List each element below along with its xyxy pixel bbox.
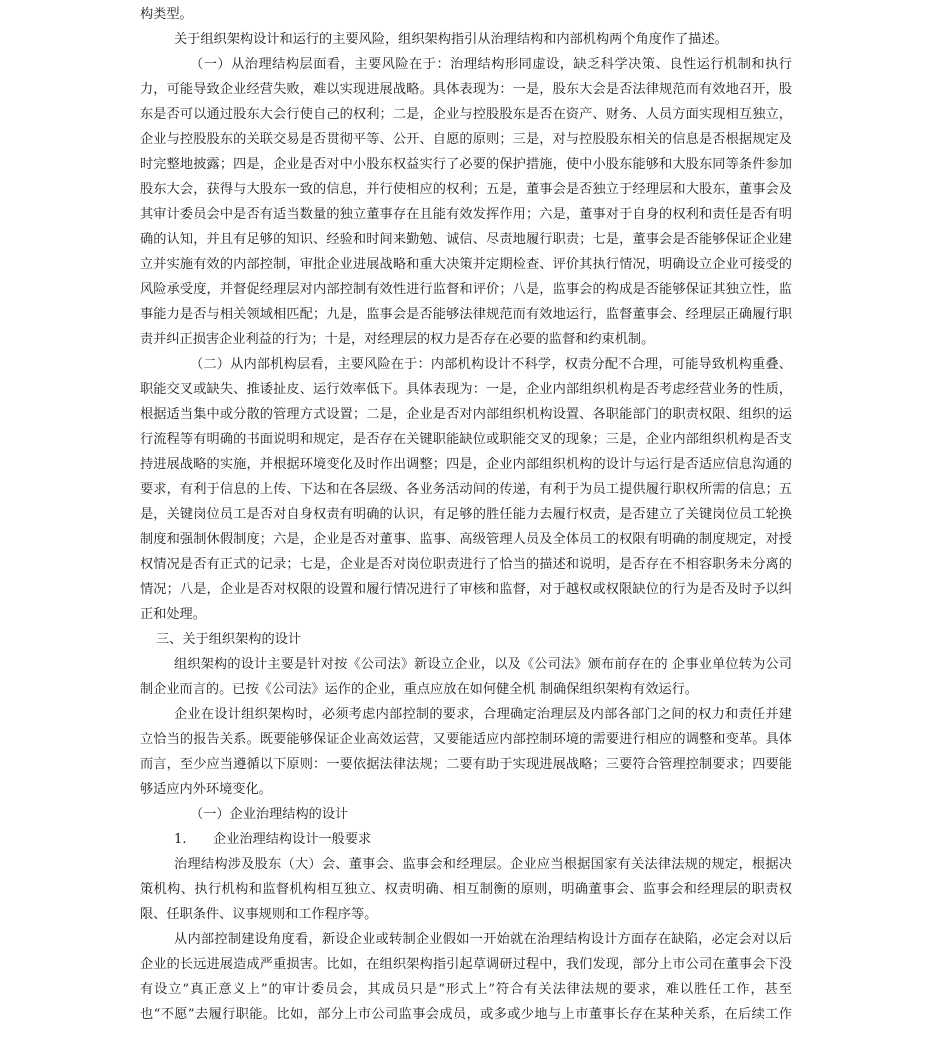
text-line: 风险承受度，并督促经理层对内部控制有效性进行监督和评价；八是，监事会的构成是否能够保证其独立性，监 [140,282,792,297]
text-line: 确的认知，并且有足够的知识、经验和时间来勤勉、诚信、尽责地履行职责；七是，董事会是否能够保证企业建 [140,232,792,247]
text-line: 情况；八是，企业是否对权限的设置和履行情况进行了审核和监督，对于越权或权限缺位的行为是否及时予以纠 [140,582,792,597]
text-line: 关于组织架构设计和运行的主要风险，组织架构指引从治理结构和内部机构两个角度作了描述。 [174,32,728,47]
text-line: 策机构、执行机构和监督机构相互独立、权责明确、相互制衡的原则，明确董事会、监事会和经理层的职责权 [140,882,792,897]
text-line: 治理结构涉及股东（大）会、董事会、监事会和经理层。企业应当根据国家有关法律法规的规定，根据决 [174,857,792,872]
text-line: 制度和强制休假制度；六是，企业是否对董事、监事、高级管理人员及全体员工的权限有明确的制度规定，对授 [140,532,792,547]
text-line: 三、关于组织架构的设计 [156,632,302,647]
text-line: （二）从内部机构层看，主要风险在于：内部机构设计不科学，权责分配不合理，可能导致机构重叠、 [190,357,792,372]
text-line: 根据适当集中或分散的管理方式设置；二是，企业是否对内部组织机构设置、各职能部门的职责权限、组织的运 [140,407,792,422]
text-line: 企业在设计组织架构时，必须考虑内部控制的要求，合理确定治理层及内部各部门之间的权力和责任并建 [174,707,792,722]
text-line: 从内部控制建设角度看，新设企业或转制企业假如一开始就在治理结构设计方面存在缺陷，必定会对以后 [174,932,792,947]
text-line: （一）企业治理结构的设计 [190,807,349,822]
text-line: 组织架构的设计主要是针对按《公司法》新设立企业，以及《公司法》颁布前存在的 企事业单位转为公司 [174,657,792,672]
text-line: 持进展战略的实施，并根据环境变化及时作出调整；四是，企业内部组织机构的设计与运行是否适应信息沟通的 [140,457,792,472]
text-line: 要求，有利于信息的上传、下达和在各层级、各业务活动间的传递，有利于为员工提供履行职权所需的信息；五 [140,482,792,497]
text-line: 制企业而言的。已按《公司法》运作的企业，重点应放在如何健全机 制确保组织架构有效运行。 [140,682,699,697]
text-line: 力，可能导致企业经营失败，难以实现进展战略。具体表现为：一是，股东大会是否法律规范而有效地召开，股 [140,82,792,97]
text-line: 是，关键岗位员工是否对自身权责有明确的认识，有足够的胜任能力去履行权责，是否建立了关键岗位员工轮换 [140,507,792,522]
text-line: 职能交叉或缺失、推诿扯皮、运行效率低下。具体表现为：一是，企业内部组织机构是否考虑经营业务的性质， [140,382,792,397]
text-line: （一）从治理结构层面看，主要风险在于：治理结构形同虚设，缺乏科学决策、良性运行机制和执行 [190,57,792,72]
text-line: 事能力是否与相关领域相匹配；九是，监事会是否能够法律规范而有效地运行，监督董事会、经理层正确履行职 [140,307,792,322]
text-line: 限、任职条件、议事规则和工作程序等。 [140,907,378,922]
text-line: 其审计委员会中是否有适当数量的独立董事存在且能有效发挥作用；六是，董事对于自身的权利和责任是否有明 [140,207,792,222]
text-line: 构类型。 [140,7,193,22]
text-line: 够适应内外环境变化。 [140,782,272,797]
text-line: 立恰当的报告关系。既要能够保证企业高效运营，又要能适应内部控制环境的需要进行相应的调整和变革。具体 [140,732,792,747]
text-line: 行流程等有明确的书面说明和规定，是否存在关键职能缺位或职能交叉的现象；三是，企业内部组织机构是否支 [140,432,792,447]
text-line: 股东大会，获得与大股东一致的信息，并行使相应的权利；五是，董事会是否独立于经理层和大股东，董事会及 [140,182,792,197]
text-line: 企业的长远进展造成严重损害。比如，在组织架构指引起草调研过程中，我们发现，部分上市公司在董事会下没 [140,957,792,972]
text-line: 1. 企业治理结构设计一般要求 [174,832,372,847]
text-line: 权情况是否有正式的记录；七是，企业是否对岗位职责进行了恰当的描述和说明，是否存在不相容职务未分离的 [140,557,792,572]
text-line: 企业与控股股东的关联交易是否贯彻平等、公开、自愿的原则；三是，对与控股股东相关的信息是否根据规定及 [140,132,792,147]
text-line: 有设立“真正意义上”的审计委员会，其成员只是“形式上”符合有关法律法规的要求，难以胜任工作，甚至 [140,982,792,997]
text-line: 立并实施有效的内部控制，审批企业进展战略和重大决策并定期检查、评价其执行情况，明确设立企业可接受的 [140,257,792,272]
text-line: 也“不愿”去履行职能。比如，部分上市公司监事会成员，或多或少地与上市董事长存在某种关系，在后续工作 [140,1007,792,1022]
text-line: 正和处理。 [140,607,206,622]
document-body [140,2,792,1027]
text-line: 时完整地披露；四是，企业是否对中小股东权益实行了必要的保护措施，使中小股东能够和大股东同等条件参加 [140,157,792,172]
text-line: 东是否可以通过股东大会行使自己的权利；二是，企业与控股股东是否在资产、财务、人员方面实现相互独立， [140,107,792,122]
text-line: 而言，至少应当遵循以下原则：一要依据法律法规；二要有助于实现进展战略；三要符合管理控制要求；四要能 [140,757,792,772]
text-line: 责并纠正损害企业利益的行为；十是，对经理层的权力是否存在必要的监督和约束机制。 [140,332,655,347]
